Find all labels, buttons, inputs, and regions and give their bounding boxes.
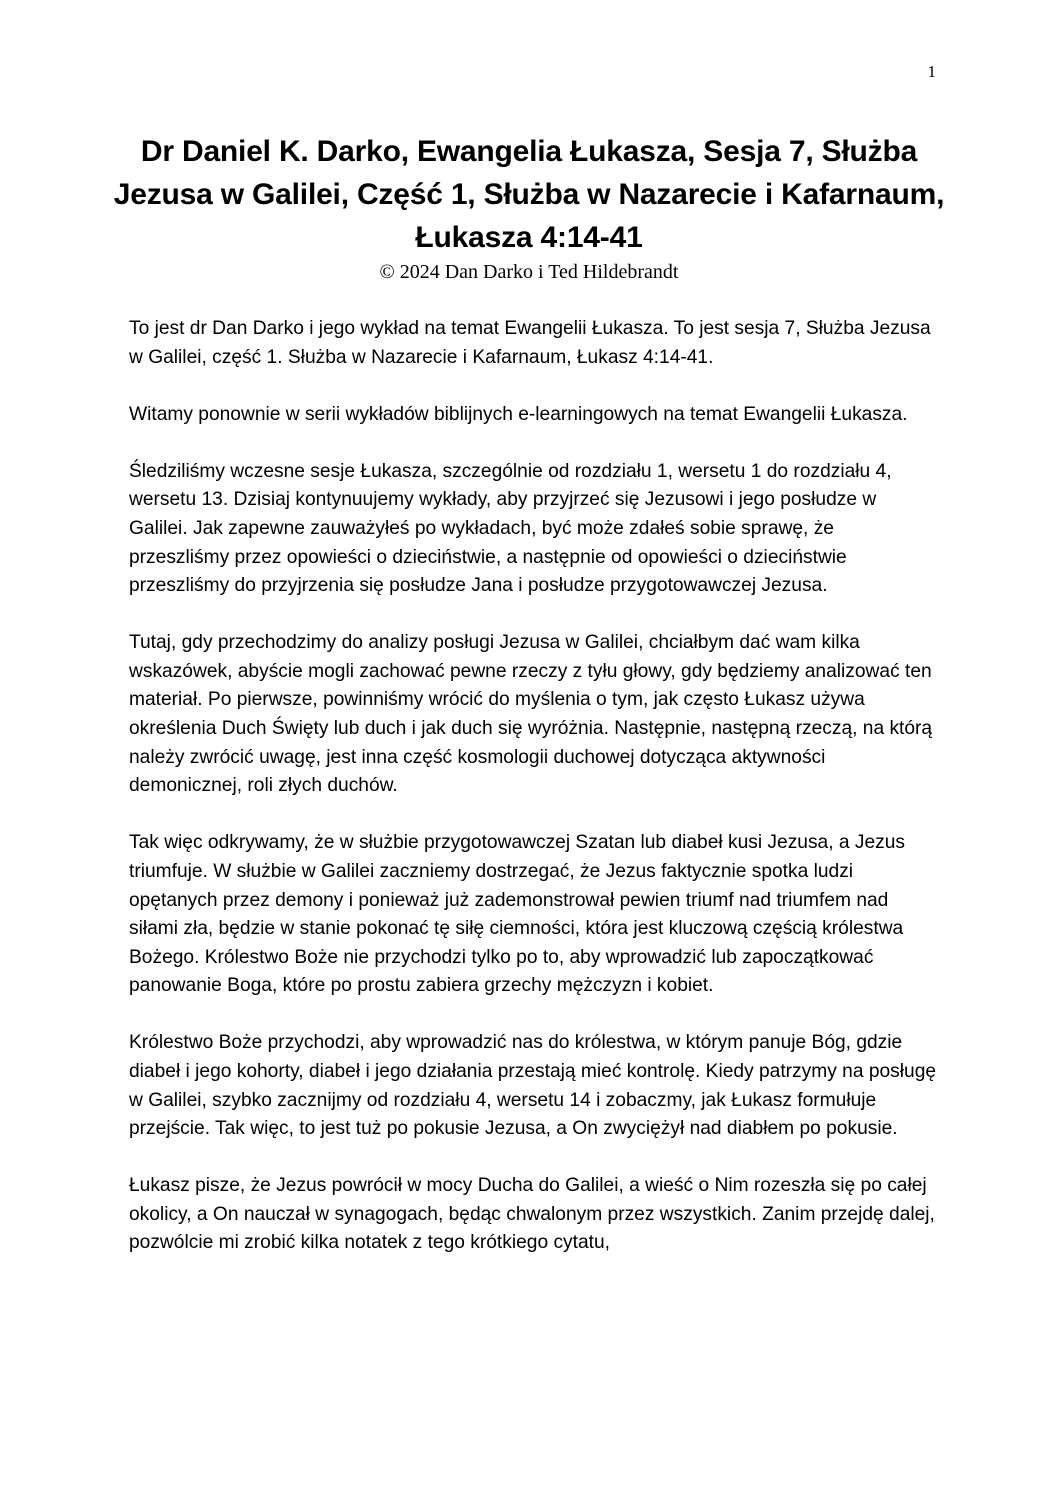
paragraph: Śledziliśmy wczesne sesje Łukasza, szczególnie od rozdziału 1, wersetu 1 do rozdziału 4, wersetu 13. Dzisiaj kontynuujemy wykłady, aby przyjrzeć się Jezusowi i jego posłudze w Galilei. Jak zapewne zauważyłeś po wykładach, być może zdałeś sobie sprawę, że przeszliśmy przez opowieści o dzieciństwie, a następnie od opowieści o dzieciństwie przeszliśmy do przyjrzenia się posłudze Jana i posłudze przygotowawczej Jezusa. <box>129 460 892 597</box>
document-title: Dr Daniel K. Darko, Ewangelia Łukasza, Sesja 7, Służba Jezusa w Galilei, Część 1, Służba w Nazarecie i Kafarnaum, Łukasza 4:14-41 <box>113 135 945 254</box>
copyright-line: © 2024 Dan Darko i Ted Hildebrandt <box>379 261 679 283</box>
page-number: 1 <box>927 62 936 81</box>
document-header <box>100 130 958 285</box>
paragraph: Witamy ponownie w serii wykładów biblijnych e-learningowych na temat Ewangelii Łukasza. <box>129 403 908 425</box>
paragraph: Łukasz pisze, że Jezus powrócił w mocy Ducha do Galilei, a wieść o Nim rozeszła się po całej okolicy, a On nauczał w synagogach, będąc chwalonym przez wszystkich. Zanim przejdę dalej, pozwólcie mi zrobić kilka notatek z tego krótkiego cytatu, <box>129 1175 935 1254</box>
paragraph: Królestwo Boże przychodzi, aby wprowadzić nas do królestwa, w którym panuje Bóg, gdzie diabeł i jego kohorty, diabeł i jego działania przestają mieć kontrolę. Kiedy patrzymy na posługę w Galilei, szybko zacznijmy od rozdziału 4, wersetu 14 i zobaczmy, jak Łukasz formułuje przejście. Tak więc, to jest tuż po pokusie Jezusa, a On zwyciężył nad diabłem po pokusie. <box>129 1032 937 1140</box>
paragraph: Tak więc odkrywamy, że w służbie przygotowawczej Szatan lub diabeł kusi Jezusa, a Jezus triumfuje. W służbie w Galilei zaczniemy dostrzegać, że Jezus faktycznie spotka ludzi opętanych przez demony i ponieważ już zademonstrował pewien triumf nad triumfem nad siłami zła, będzie w stanie pokonać tę siłę ciemności, która jest kluczową częścią królestwa Bożego. Królestwo Boże nie przychodzi tylko po to, aby wprowadzić lub zapoczątkować panowanie Boga, które po prostu zabiera grzechy mężczyzn i kobiet. <box>129 832 906 997</box>
paragraph: To jest dr Dan Darko i jego wykład na temat Ewangelii Łukasza. To jest sesja 7, Służba Jezusa w Galilei, część 1. Służba w Nazarecie i Kafarnaum, Łukasz 4:14-41. <box>129 318 931 368</box>
paragraph: Tutaj, gdy przechodzimy do analizy posługi Jezusa w Galilei, chciałbym dać wam kilka wskazówek, abyście mogli zachować pewne rzeczy z tyłu głowy, gdy będziemy analizować ten materiał. Po pierwsze, powinniśmy wrócić do myślenia o tym, jak często Łukasz używa określenia Duch Święty lub duch i jak duch się wyróżnia. Następnie, następną rzeczą, na którą należy zwrócić uwagę, jest inna część kosmologii duchowej dotycząca aktywności demonicznej, roli złych duchów. <box>129 632 933 797</box>
document-body <box>129 315 939 1287</box>
